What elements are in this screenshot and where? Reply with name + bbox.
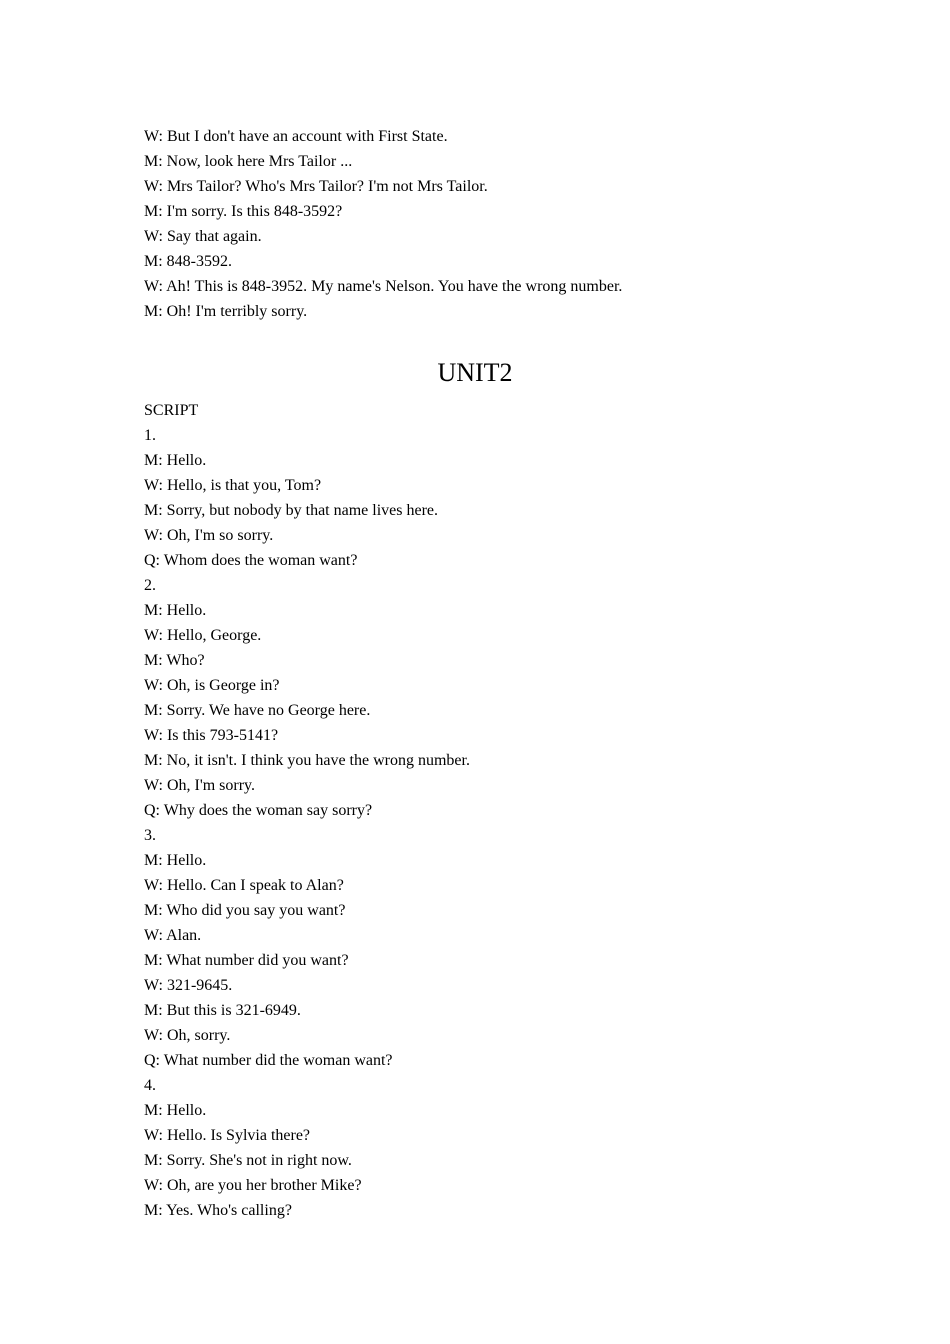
dialogue-line: W: Oh, I'm sorry. — [144, 777, 256, 794]
dialogue-line: W: But I don't have an account with First State. — [144, 128, 448, 145]
dialogue-line: W: Mrs Tailor? Who's Mrs Tailor? I'm not Mrs Tailor. — [144, 178, 488, 195]
item-number: 1. — [144, 427, 156, 444]
question-line: Q: Why does the woman say sorry? — [144, 802, 373, 819]
dialogue-line: W: Oh, sorry. — [144, 1027, 231, 1044]
question-line: Q: What number did the woman want? — [144, 1052, 393, 1069]
dialogue-line: M: Sorry. We have no George here. — [144, 702, 371, 719]
unit-script — [144, 398, 844, 1223]
dialogue-line: M: Hello. — [144, 452, 207, 469]
dialogue-line: M: Hello. — [144, 852, 207, 869]
dialogue-line: W: Hello, George. — [144, 627, 262, 644]
dialogue-line: W: Hello, is that you, Tom? — [144, 477, 322, 494]
dialogue-line: M: 848-3592. — [144, 253, 232, 270]
dialogue-line: M: Sorry. She's not in right now. — [144, 1152, 352, 1169]
dialogue-line: W: Alan. — [144, 927, 202, 944]
dialogue-line: W: Say that again. — [144, 228, 262, 245]
dialogue-line: W: Hello. Can I speak to Alan? — [144, 877, 344, 894]
unit-heading: UNIT2 — [437, 358, 513, 387]
dialogue-line: M: Sorry, but nobody by that name lives here. — [144, 502, 439, 519]
dialogue-line: M: Who? — [144, 652, 205, 669]
dialogue-line: W: Ah! This is 848-3952. My name's Nelson. You have the wrong number. — [144, 278, 623, 295]
dialogue-line: W: 321-9645. — [144, 977, 233, 994]
item-number: 3. — [144, 827, 156, 844]
dialogue-line: M: Yes. Who's calling? — [144, 1202, 292, 1219]
script-label: SCRIPT — [144, 402, 199, 419]
dialogue-line: W: Hello. Is Sylvia there? — [144, 1127, 311, 1144]
item-number: 4. — [144, 1077, 156, 1094]
dialogue-line: W: Oh, are you her brother Mike? — [144, 1177, 362, 1194]
dialogue-line: W: Oh, is George in? — [144, 677, 280, 694]
dialogue-line: M: No, it isn't. I think you have the wrong number. — [144, 752, 470, 769]
dialogue-line: M: Now, look here Mrs Tailor ... — [144, 153, 353, 170]
dialogue-line: M: Who did you say you want? — [144, 902, 346, 919]
dialogue-line: W: Oh, I'm so sorry. — [144, 527, 274, 544]
dialogue-line: M: Hello. — [144, 1102, 207, 1119]
question-line: Q: Whom does the woman want? — [144, 552, 358, 569]
dialogue-line: M: But this is 321-6949. — [144, 1002, 301, 1019]
dialogue-line: M: What number did you want? — [144, 952, 349, 969]
dialogue-line: M: I'm sorry. Is this 848-3592? — [144, 203, 343, 220]
dialogue-line: W: Is this 793-5141? — [144, 727, 279, 744]
dialogue-line: M: Oh! I'm terribly sorry. — [144, 303, 308, 320]
dialogue-line: M: Hello. — [144, 602, 207, 619]
item-number: 2. — [144, 577, 156, 594]
dialogue-continuation — [144, 124, 844, 324]
